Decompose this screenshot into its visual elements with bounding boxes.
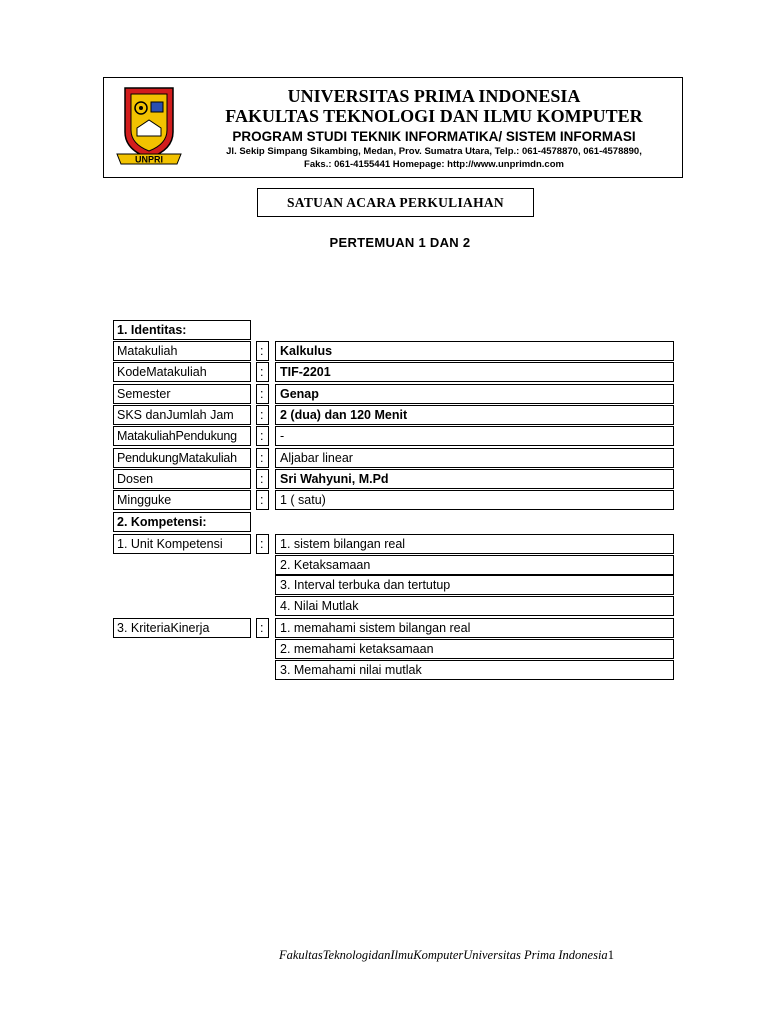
row-value: TIF-2201	[275, 362, 674, 382]
row-value: 1 ( satu)	[275, 490, 674, 510]
row-label: Matakuliah	[113, 341, 251, 361]
meeting-title: PERTEMUAN 1 DAN 2	[329, 235, 471, 250]
row-separator: :	[256, 341, 269, 361]
svg-text:UNPRI: UNPRI	[134, 154, 164, 165]
list-item: 3. Memahami nilai mutlak	[275, 660, 674, 680]
list-item: 2. Ketaksamaan	[275, 555, 674, 575]
footer-text: FakultasTeknologidanIlmuKomputerUniversitas Prima Indonesia	[279, 948, 608, 962]
row-label: Dosen	[113, 469, 251, 489]
row-separator: :	[256, 384, 269, 404]
row-value: -	[275, 426, 674, 446]
list-item: 1. memahami sistem bilangan real	[275, 618, 674, 638]
row-label: SKS danJumlah Jam	[113, 405, 251, 425]
row-separator: :	[256, 405, 269, 425]
kompetensi-heading: 2. Kompetensi:	[113, 512, 251, 532]
row-label: KodeMatakuliah	[113, 362, 251, 382]
identitas-heading: 1. Identitas:	[113, 320, 251, 340]
row-value: Genap	[275, 384, 674, 404]
row-separator: :	[256, 448, 269, 468]
address-line-2: Faks.: 061-4155441 Homepage: http://www.unprimdn.com	[304, 159, 564, 170]
faculty-name: FAKULTAS TEKNOLOGI DAN ILMU KOMPUTER	[225, 106, 643, 126]
row-label: MatakuliahPendukung	[113, 426, 251, 446]
row-separator: :	[256, 618, 269, 638]
page-number: 1	[607, 948, 614, 962]
address-line-1: Jl. Sekip Simpang Sikambing, Medan, Prov. Sumatra Utara, Telp.: 061-4578870, 061-4578890,	[226, 146, 642, 157]
row-value: Kalkulus	[275, 341, 674, 361]
row-separator: :	[256, 469, 269, 489]
kriteria-kinerja-label: 3. KriteriaKinerja	[113, 618, 251, 638]
page-footer	[279, 948, 699, 963]
row-label: PendukungMatakuliah	[113, 448, 251, 468]
program-name: PROGRAM STUDI TEKNIK INFORMATIKA/ SISTEM INFORMASI	[232, 129, 636, 144]
university-logo-icon	[111, 84, 187, 170]
unit-kompetensi-label: 1. Unit Kompetensi	[113, 534, 251, 554]
list-item: 4. Nilai Mutlak	[275, 596, 674, 616]
row-separator: :	[256, 426, 269, 446]
row-label: Mingguke	[113, 490, 251, 510]
row-value: 2 (dua) dan 120 Menit	[275, 405, 674, 425]
row-separator: :	[256, 490, 269, 510]
university-name: UNIVERSITAS PRIMA INDONESIA	[287, 86, 581, 106]
row-label: Semester	[113, 384, 251, 404]
letterhead	[103, 77, 683, 178]
document-title: SATUAN ACARA PERKULIAHAN	[257, 188, 534, 217]
row-separator: :	[256, 534, 269, 554]
list-item: 3. Interval terbuka dan tertutup	[275, 575, 674, 595]
row-separator: :	[256, 362, 269, 382]
list-item: 2. memahami ketaksamaan	[275, 639, 674, 659]
row-value: Sri Wahyuni, M.Pd	[275, 469, 674, 489]
row-value: Aljabar linear	[275, 448, 674, 468]
list-item: 1. sistem bilangan real	[275, 534, 674, 554]
